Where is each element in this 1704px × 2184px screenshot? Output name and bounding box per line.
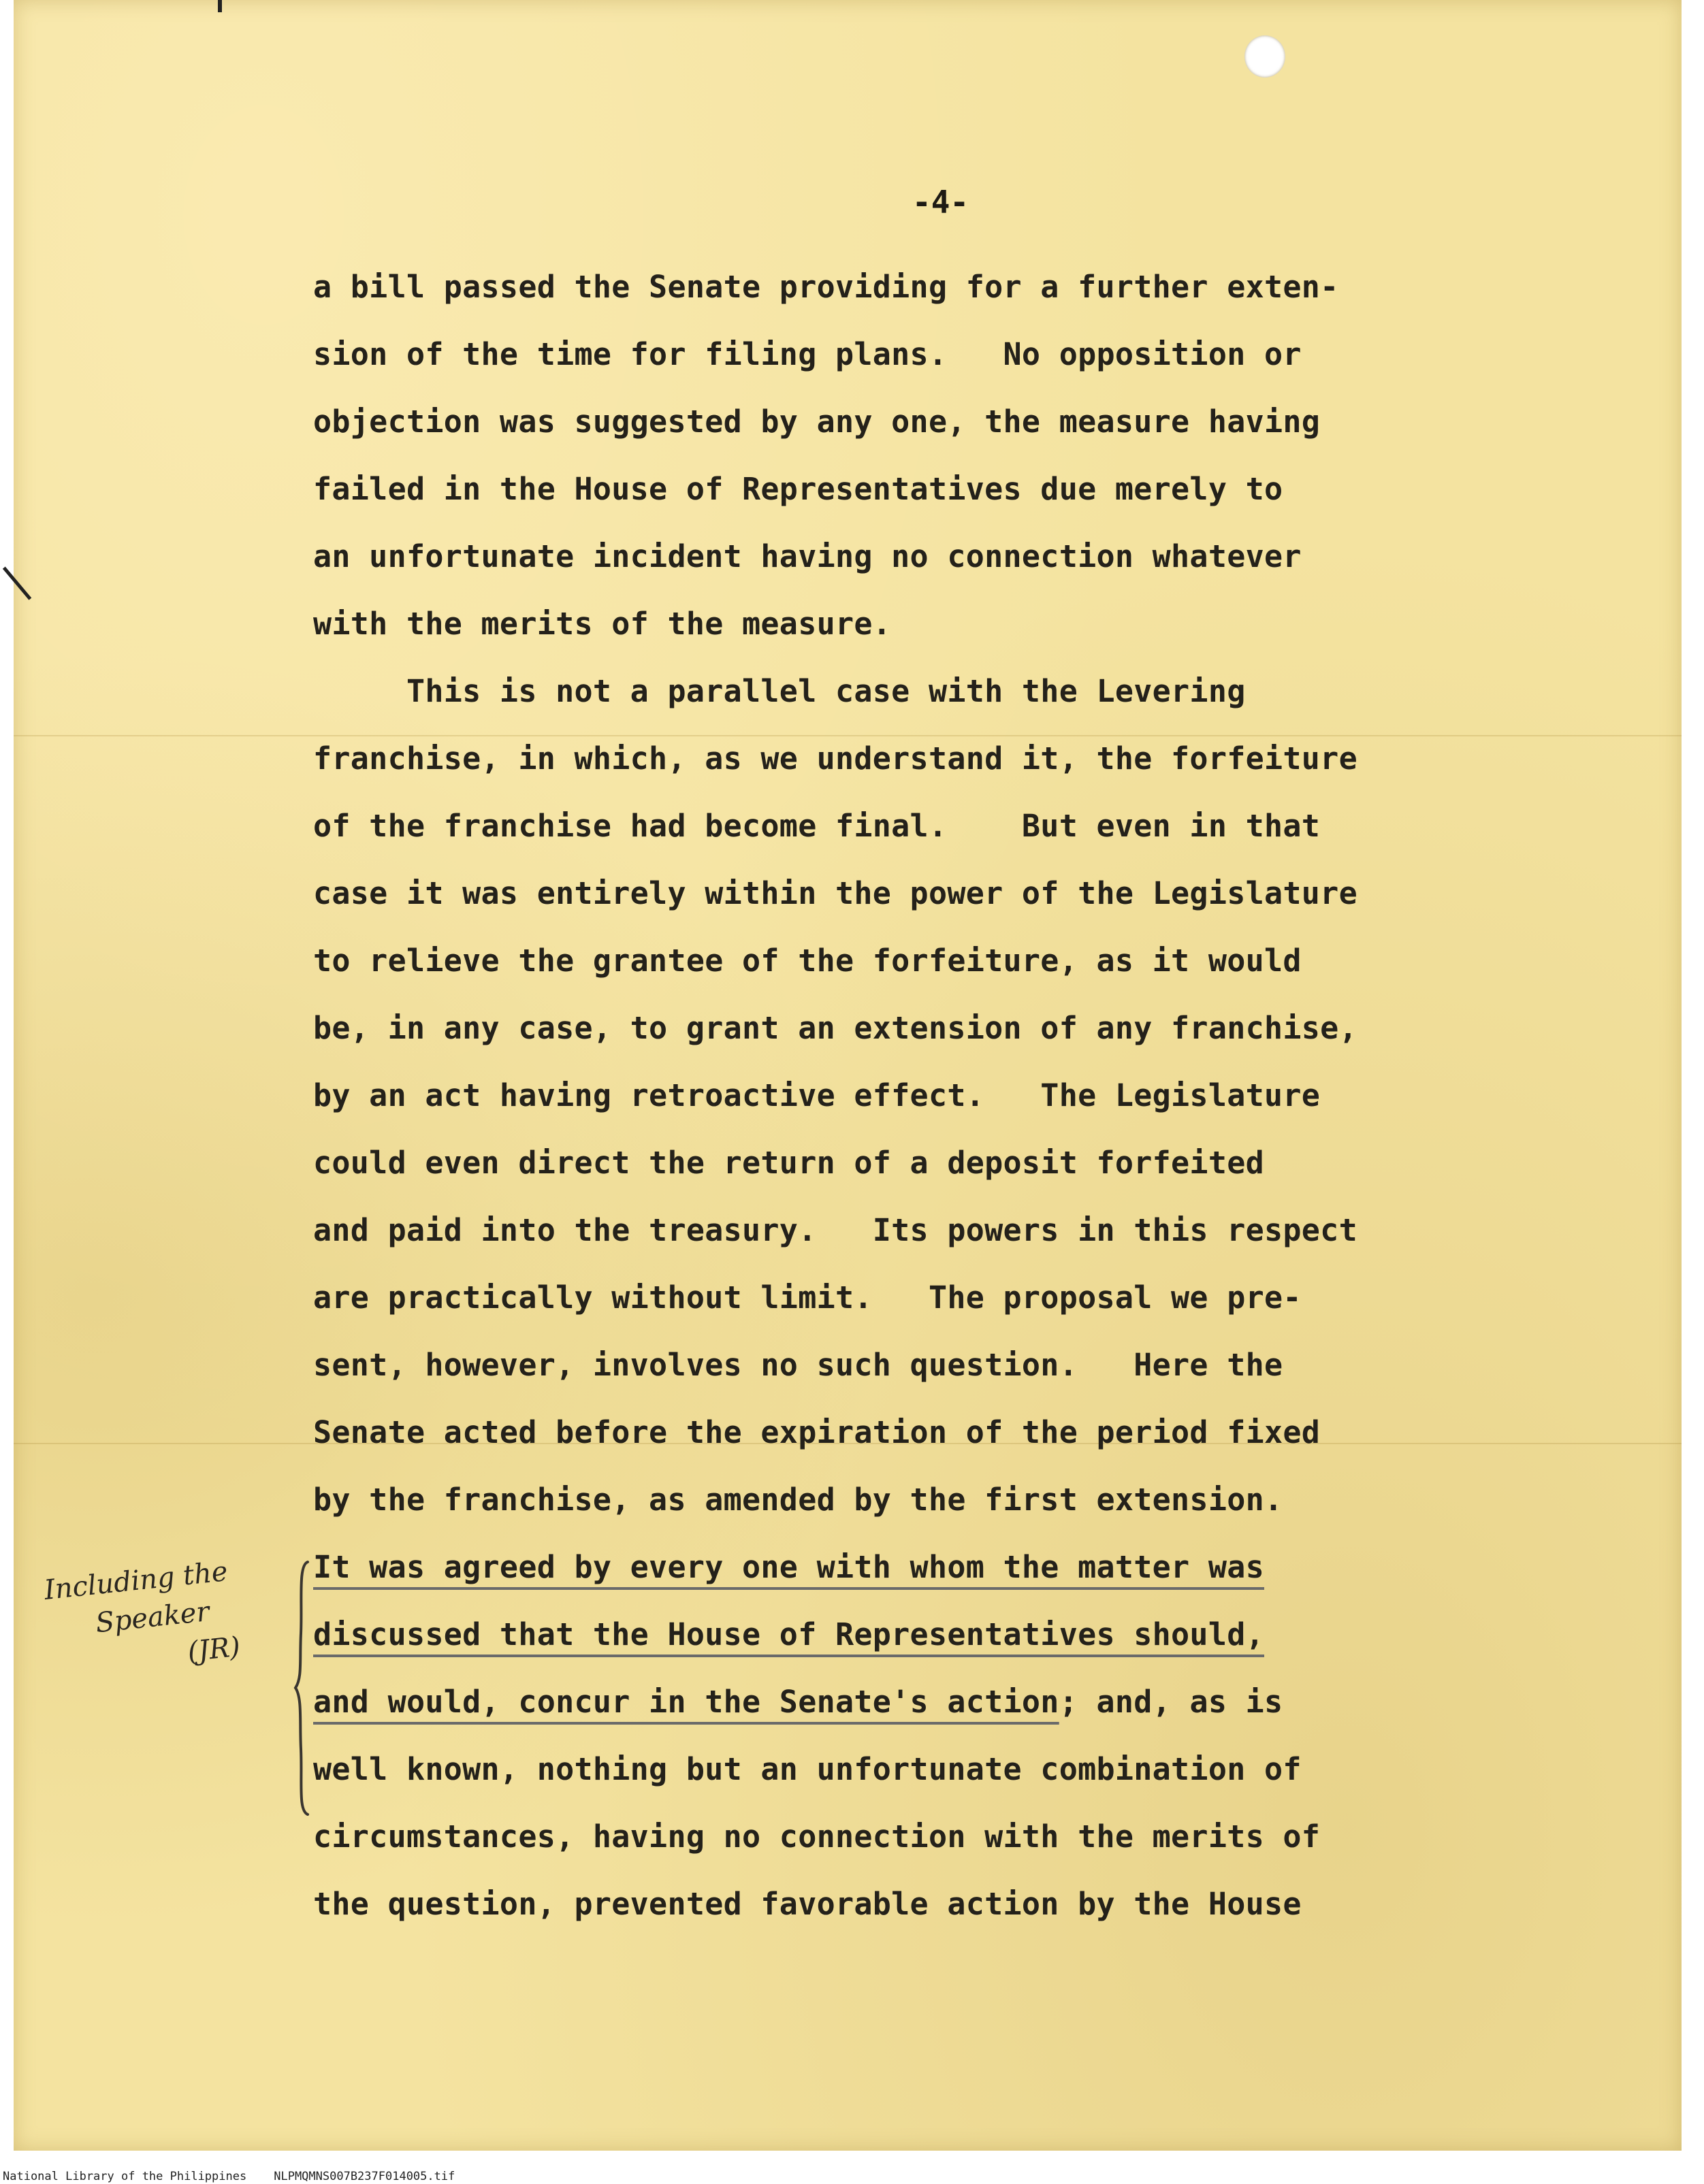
- text-line: an unfortunate incident having no connection whatever: [313, 538, 1302, 574]
- margin-note-line: Including the: [42, 1555, 229, 1606]
- text-line: This is not a parallel case with the Levering: [313, 673, 1246, 709]
- text-line: of the franchise had become final. But even in that: [313, 808, 1321, 844]
- partially-underlined-line: [313, 1668, 1539, 1735]
- text-line: sent, however, involves no such question. Here the: [313, 1347, 1283, 1383]
- file-id: NLPMQMNS007B237F014005.tif: [274, 2170, 455, 2183]
- text-line: Senate acted before the expiration of the period fixed: [313, 1414, 1321, 1450]
- text-line: be, in any case, to grant an extension of any franchise,: [313, 1010, 1357, 1046]
- text-line: are practically without limit. The proposal we pre-: [313, 1280, 1302, 1316]
- underlined-segment: and would, concur in the Senate's action: [313, 1684, 1059, 1720]
- text-segment: ; and, as is: [1059, 1684, 1283, 1720]
- top-edge-mark: [218, 0, 222, 12]
- text-line: failed in the House of Representatives due merely to: [313, 471, 1283, 507]
- punch-hole: [1244, 35, 1285, 78]
- text-line: to relieve the grantee of the forfeiture, as it would: [313, 943, 1302, 979]
- text-line: a bill passed the Senate providing for a further exten-: [313, 269, 1339, 305]
- text-line: well known, nothing but an unfortunate combination of: [313, 1751, 1302, 1787]
- text-line: case it was entirely within the power of the Legislature: [313, 875, 1357, 911]
- text-line: franchise, in which, as we understand it, the forfeiture: [313, 740, 1357, 777]
- typed-body-text: [313, 253, 1539, 1938]
- text-line: by an act having retroactive effect. The Legislature: [313, 1077, 1321, 1113]
- underlined-line: It was agreed by every one with whom the matter was: [313, 1549, 1265, 1585]
- text-line: by the franchise, as amended by the first extension.: [313, 1482, 1283, 1518]
- library-credit: National Library of the Philippines: [3, 2170, 247, 2183]
- edge-mark: [3, 557, 43, 600]
- text-line: circumstances, having no connection with the merits of: [313, 1819, 1321, 1855]
- page-number: -4-: [912, 184, 969, 221]
- text-line: sion of the time for filing plans. No opposition or: [313, 336, 1302, 372]
- text-line: could even direct the return of a deposit forfeited: [313, 1145, 1265, 1181]
- margin-note-line: Speaker: [94, 1596, 211, 1640]
- underlined-line: discussed that the House of Representatives should,: [313, 1616, 1265, 1652]
- margin-note-line: (JR): [186, 1631, 242, 1668]
- text-line: objection was suggested by any one, the measure having: [313, 404, 1321, 440]
- scan-footer: [3, 2170, 455, 2183]
- text-line: the question, prevented favorable action by the House: [313, 1886, 1302, 1922]
- text-line: with the merits of the measure.: [313, 606, 892, 642]
- text-line: and paid into the treasury. Its powers in this respect: [313, 1212, 1357, 1248]
